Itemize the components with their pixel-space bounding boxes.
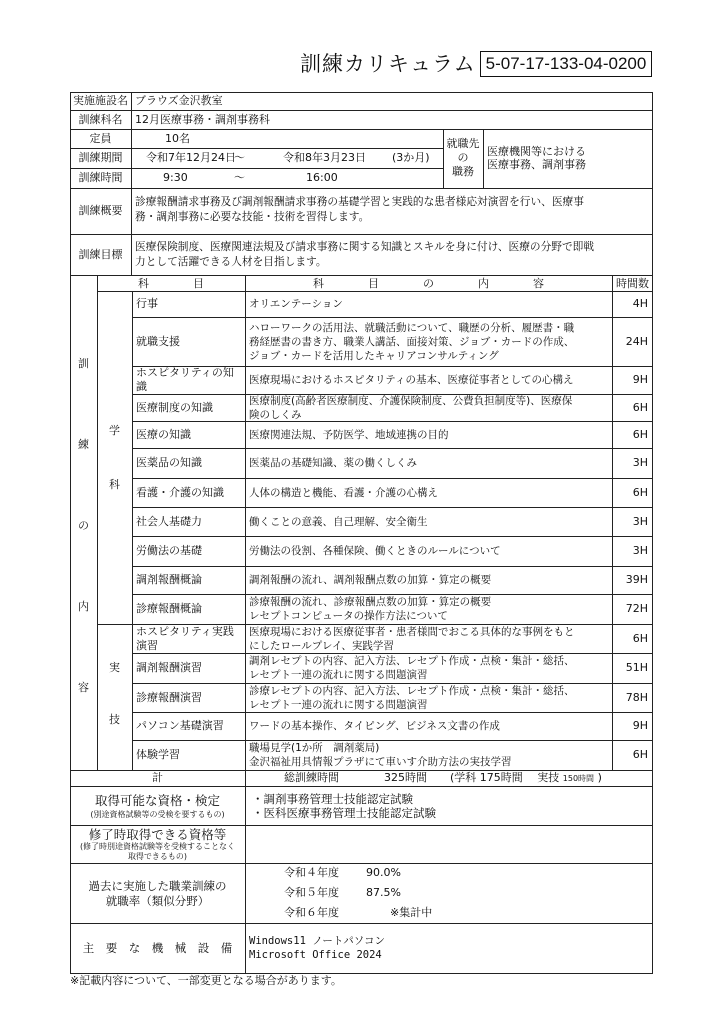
header-content: 科 目 の 内 容 bbox=[313, 277, 544, 290]
jitsugi-label-char: 技 bbox=[109, 713, 120, 726]
divider bbox=[97, 624, 132, 625]
divider bbox=[70, 825, 653, 826]
row-content: 働くことの意義、自己理解、安全衛生 bbox=[249, 515, 428, 528]
facility-value: ブラウズ金沢教室 bbox=[135, 94, 223, 107]
period-start: 令和7年12月24日 bbox=[146, 151, 236, 164]
employment-rate: ※集計中 bbox=[390, 906, 433, 919]
overview-label: 訓練概要 bbox=[78, 204, 123, 217]
time-start: 9:30 bbox=[163, 171, 188, 184]
course-label: 訓練科名 bbox=[78, 113, 123, 126]
row-hours: 4H bbox=[632, 297, 648, 310]
divider bbox=[70, 148, 443, 149]
period-duration: (3か月) bbox=[392, 151, 430, 164]
row-content: 医療関連法規、予防医学、地域連携の目的 bbox=[249, 428, 449, 441]
divider bbox=[70, 863, 653, 864]
footnote: ※記載内容について、一部変更となる場合があります。 bbox=[70, 974, 342, 987]
row-hours: 6H bbox=[632, 748, 648, 761]
row-hours: 6H bbox=[632, 400, 648, 414]
row-hours: 9H bbox=[632, 373, 648, 386]
row-content: にしたロールプレイ、実践学習 bbox=[249, 639, 394, 652]
divider bbox=[70, 275, 653, 276]
row-content: 務経歴書の書き方、職業人講話、面接対策、ジョブ・カードの作成、 bbox=[249, 335, 575, 348]
total-breakdown-1: (学科 175時間 実技 bbox=[450, 771, 560, 784]
divider bbox=[132, 507, 653, 508]
employment-year: 令和６年度 bbox=[284, 906, 339, 919]
job-line-2: 医療事務、調剤事務 bbox=[487, 158, 586, 171]
completion-sublabel-2: 取得できるもの) bbox=[127, 852, 188, 861]
row-subject: パソコン基礎演習 bbox=[136, 719, 224, 732]
divider bbox=[245, 770, 246, 974]
goal-label: 訓練目標 bbox=[78, 248, 123, 261]
side-label-char: 練 bbox=[78, 438, 89, 451]
divider bbox=[70, 188, 653, 189]
row-content: 医療現場におけるホスピタリティの基本、医療従事者としての心構え bbox=[249, 374, 574, 386]
employment-rate-label-2: 就職率（類似分野） bbox=[105, 894, 210, 908]
row-subject: 行事 bbox=[136, 297, 158, 310]
row-subject: 医薬品の知識 bbox=[136, 456, 202, 469]
divider bbox=[245, 275, 246, 770]
row-hours: 24H bbox=[625, 334, 648, 348]
divider bbox=[70, 110, 653, 111]
row-content: レセプトコンピュータの操作方法について bbox=[249, 610, 448, 622]
row-content: 医療制度(高齢者医療制度、介護保険制度、公費負担制度等)、医療保 bbox=[249, 394, 573, 407]
row-subject: 労働法の基礎 bbox=[136, 544, 202, 557]
row-subject: ホスピタリティ実践 bbox=[136, 624, 234, 638]
divider bbox=[132, 421, 653, 422]
row-subject: 医療の知識 bbox=[136, 427, 191, 441]
facility-label: 実施施設名 bbox=[73, 94, 128, 107]
divider bbox=[132, 448, 653, 449]
row-subject: 体験学習 bbox=[136, 748, 180, 761]
job-line-1: 医療機関等における bbox=[487, 145, 586, 158]
row-content: レセプト一連の流れに関する問題演習 bbox=[249, 698, 428, 711]
row-hours: 72H bbox=[625, 602, 648, 615]
row-hours: 78H bbox=[625, 690, 648, 704]
job-label-3: 職務 bbox=[452, 165, 474, 178]
employment-rate: 87.5% bbox=[366, 886, 401, 899]
row-content: ワードの基本操作、タイピング、ビジネス文書の作成 bbox=[249, 720, 500, 732]
capacity-value: 10名 bbox=[165, 132, 190, 145]
row-subject: 就職支援 bbox=[136, 334, 180, 348]
row-content: 調剤レセプトの内容、記入方法、レセプト作成・点検・集計・総括、 bbox=[249, 655, 575, 667]
divider bbox=[132, 536, 653, 537]
goal-line-2: 力として活躍できる人材を目指します。 bbox=[135, 255, 327, 268]
qualifications-label: 取得可能な資格・検定 bbox=[94, 793, 220, 808]
row-subject: 診療報酬演習 bbox=[136, 690, 202, 704]
total-hours: 325時間 bbox=[384, 771, 427, 784]
row-content: 金沢福祉用具情報プラザにて車いす介助方法の実技学習 bbox=[249, 756, 512, 768]
period-tilde: ～ bbox=[234, 151, 245, 164]
course-value: 12月医療事務・調剤事務科 bbox=[135, 113, 270, 126]
row-subject: 医療制度の知識 bbox=[136, 400, 213, 414]
equipment-label: 主 要 な 機 械 設 備 bbox=[82, 941, 233, 955]
row-content: 診療報酬の流れ、診療報酬点数の加算・算定の概要 bbox=[249, 596, 492, 608]
qualifications-sublabel: (別途資格試験等の受検を要するもの) bbox=[90, 810, 225, 819]
row-content: ジョブ・カードを活用したキャリアコンサルティング bbox=[249, 349, 499, 362]
row-content: ハローワークの活用法、就職活動について、職歴の分析、履歴書・職 bbox=[249, 321, 575, 334]
side-label-char: 容 bbox=[78, 681, 89, 694]
gakka-label-char: 学 bbox=[109, 424, 120, 437]
row-content: オリエンテーション bbox=[249, 298, 343, 310]
time-end: 16:00 bbox=[306, 171, 338, 184]
row-subject: 診療報酬概論 bbox=[136, 602, 202, 615]
row-hours: 9H bbox=[632, 719, 648, 732]
job-label-1: 就職先 bbox=[446, 137, 480, 150]
job-label-2: の bbox=[457, 151, 469, 164]
row-content: 職場見学(1か所 調剤薬局) bbox=[249, 742, 380, 754]
divider bbox=[70, 168, 443, 169]
row-subject: 調剤報酬演習 bbox=[136, 661, 202, 674]
course-code: 5-07-17-133-04-0200 bbox=[480, 51, 652, 77]
divider bbox=[132, 740, 653, 741]
page-title: 訓練カリキュラム bbox=[300, 52, 476, 76]
employment-rate: 90.0% bbox=[366, 866, 401, 879]
employment-year: 令和４年度 bbox=[284, 866, 339, 879]
divider bbox=[97, 291, 653, 292]
divider bbox=[132, 566, 653, 567]
side-label-char: 内 bbox=[78, 600, 89, 613]
row-content: レセプト一連の流れに関する問題演習 bbox=[249, 669, 428, 681]
row-subject: 調剤報酬概論 bbox=[136, 573, 202, 586]
total-label: 計 bbox=[152, 771, 163, 784]
divider bbox=[70, 129, 653, 130]
row-hours: 6H bbox=[632, 427, 648, 441]
divider bbox=[131, 92, 132, 275]
gakka-label-char: 科 bbox=[109, 478, 120, 491]
row-content: 険のしくみ bbox=[249, 408, 302, 421]
divider bbox=[70, 234, 653, 235]
header-hours: 時間数 bbox=[616, 277, 649, 290]
divider bbox=[483, 129, 484, 188]
capacity-label: 定員 bbox=[89, 132, 112, 145]
total-breakdown-3: ) bbox=[597, 771, 602, 784]
row-hours: 39H bbox=[625, 573, 648, 586]
row-content: 医薬品の基礎知識、薬の働くしくみ bbox=[249, 457, 417, 469]
completion-label: 修了時取得できる資格等 bbox=[88, 827, 227, 842]
total-text: 総訓練時間 bbox=[284, 771, 339, 784]
time-tilde: ～ bbox=[234, 171, 245, 184]
row-hours: 6H bbox=[632, 631, 648, 645]
row-subject: 演習 bbox=[136, 638, 158, 652]
period-label: 訓練期間 bbox=[78, 151, 123, 164]
divider bbox=[132, 478, 653, 479]
row-hours: 6H bbox=[632, 485, 648, 499]
divider bbox=[132, 291, 133, 770]
row-subject: 識 bbox=[136, 380, 147, 393]
row-subject: 看護・介護の知識 bbox=[136, 485, 224, 499]
row-content: 診療レセプトの内容、記入方法、レセプト作成・点検・集計・総括、 bbox=[249, 684, 575, 697]
divider bbox=[70, 923, 653, 924]
total-breakdown-2: 150時間 bbox=[562, 774, 595, 783]
employment-rate-label-1: 過去に実施した職業訓練の bbox=[88, 879, 227, 893]
qualification-item: ・調剤事務管理士技能認定試験 bbox=[252, 792, 413, 806]
goal-line-1: 医療保険制度、医療関連法規及び請求事務に関する知識とスキルを身に付け、医療の分野で即戦 bbox=[135, 240, 595, 253]
equipment-item: Microsoft Office 2024 bbox=[249, 949, 382, 961]
side-label-char: の bbox=[78, 519, 89, 532]
qualifications-list bbox=[252, 792, 436, 820]
row-hours: 51H bbox=[625, 661, 648, 674]
row-subject: 社会人基礎力 bbox=[136, 514, 202, 528]
overview-line-1: 診療報酬請求事務及び調剤報酬請求事務の基礎学習と実践的な患者様応対演習を行い、医療事 bbox=[135, 195, 584, 208]
total-breakdown bbox=[450, 771, 602, 786]
completion-sublabel-1: (修了時別途資格試験等を受検することなく bbox=[79, 842, 236, 851]
divider bbox=[97, 275, 98, 770]
row-hours: 3H bbox=[632, 514, 648, 528]
overview-line-2: 務・調剤事務に必要な技能・技術を習得します。 bbox=[135, 210, 370, 223]
jitsugi-label-char: 実 bbox=[109, 661, 120, 674]
employment-year: 令和５年度 bbox=[284, 886, 339, 899]
divider bbox=[70, 786, 653, 787]
row-hours: 3H bbox=[632, 544, 648, 557]
period-end: 令和8年3月23日 bbox=[283, 151, 366, 164]
divider bbox=[132, 712, 653, 713]
qualification-item: ・医科医療事務管理士技能認定試験 bbox=[252, 806, 436, 820]
row-content: 医療現場における医療従事者・患者様間でおこる具体的な事例をもと bbox=[249, 625, 575, 638]
side-label-char: 訓 bbox=[78, 357, 89, 370]
row-content: 労働法の役割、各種保険、働くときのルールについて bbox=[249, 545, 501, 557]
row-content: 人体の構造と機能、看護・介護の心構え bbox=[249, 486, 438, 499]
time-label: 訓練時間 bbox=[78, 171, 123, 184]
row-content: 調剤報酬の流れ、調剤報酬点数の加算・算定の概要 bbox=[249, 574, 492, 586]
header-subject: 科 目 bbox=[138, 277, 204, 290]
row-hours: 3H bbox=[632, 456, 648, 469]
divider bbox=[132, 317, 653, 318]
row-subject: ホスピタリティの知 bbox=[136, 366, 234, 379]
equipment-item: Windows11 ノートパソコン bbox=[249, 935, 385, 947]
